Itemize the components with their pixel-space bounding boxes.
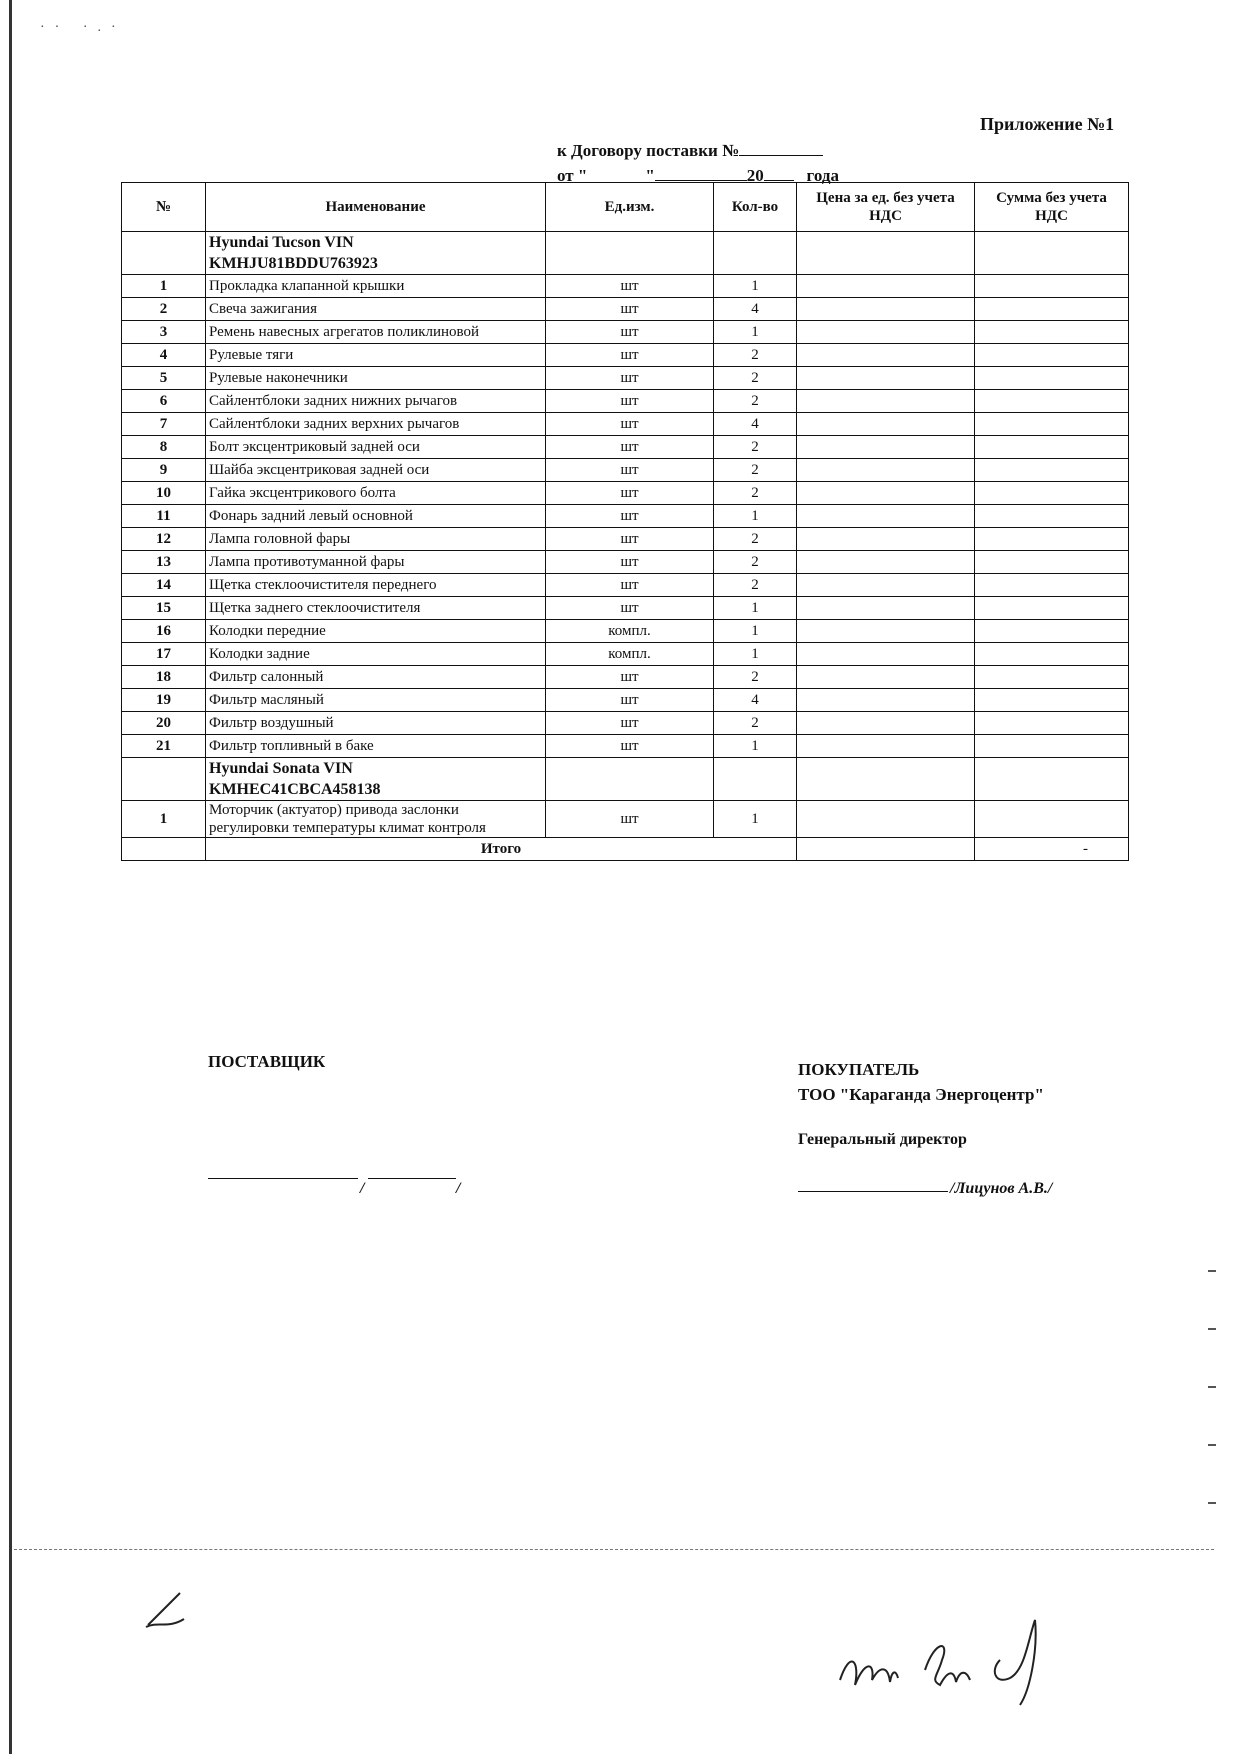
- row-price: [797, 298, 975, 321]
- buyer-position: Генеральный директор: [798, 1131, 967, 1148]
- row-price: [797, 413, 975, 436]
- row-name: Лампа головной фары: [206, 528, 546, 551]
- table-row: [122, 344, 1129, 367]
- row-empty: [714, 758, 797, 801]
- table-row: [122, 643, 1129, 666]
- row-sum: [975, 298, 1129, 321]
- row-number: 3: [122, 321, 206, 344]
- buyer-signatory: /Лицунов А.В./: [950, 1180, 1053, 1197]
- row-qty: 2: [714, 528, 797, 551]
- buyer-title: ПОКУПАТЕЛЬ: [798, 1060, 920, 1079]
- vehicle-row-sonata: [122, 758, 1129, 801]
- table-row: [122, 459, 1129, 482]
- row-sum: [975, 367, 1129, 390]
- row-price: [797, 620, 975, 643]
- row-qty: 1: [714, 643, 797, 666]
- row-unit: компл.: [546, 643, 714, 666]
- row-number: 7: [122, 413, 206, 436]
- row-number: 6: [122, 390, 206, 413]
- row-unit: шт: [546, 344, 714, 367]
- row-sum: [975, 735, 1129, 758]
- table-row: [122, 321, 1129, 344]
- scan-edge-marks: [1208, 1270, 1218, 1560]
- items-table: [121, 182, 1129, 861]
- table-row: [122, 712, 1129, 735]
- row-unit: шт: [546, 367, 714, 390]
- row-unit: шт: [546, 574, 714, 597]
- table-row: [122, 574, 1129, 597]
- supplier-slash-2: /: [456, 1180, 461, 1197]
- row-price: [797, 505, 975, 528]
- row-unit: шт: [546, 482, 714, 505]
- row-name: Щетка стеклоочистителя переднего: [206, 574, 546, 597]
- row-qty: 2: [714, 551, 797, 574]
- supplier-slash-1: /: [360, 1180, 365, 1197]
- row-price: [797, 597, 975, 620]
- table-row: [122, 620, 1129, 643]
- row-unit: шт: [546, 735, 714, 758]
- col-header-qty: Кол-во: [714, 183, 797, 232]
- row-sum: [975, 801, 1129, 838]
- row-unit: шт: [546, 505, 714, 528]
- row-qty: 1: [714, 801, 797, 838]
- table-row: [122, 735, 1129, 758]
- col-header-sum: Сумма без учета НДС: [975, 183, 1129, 232]
- row-number: 13: [122, 551, 206, 574]
- row-name: Фильтр воздушный: [206, 712, 546, 735]
- row-sum: [975, 436, 1129, 459]
- table-row: [122, 801, 1129, 838]
- row-name: Рулевые наконечники: [206, 367, 546, 390]
- row-sum: [975, 275, 1129, 298]
- row-name: Лампа противотуманной фары: [206, 551, 546, 574]
- col-header-name: Наименование: [206, 183, 546, 232]
- contract-date-from: от ": [557, 166, 588, 185]
- supplier-title: ПОСТАВЩИК: [208, 1052, 326, 1071]
- table-row: [122, 505, 1129, 528]
- row-number: 19: [122, 689, 206, 712]
- table-row: [122, 597, 1129, 620]
- row-price: [797, 643, 975, 666]
- row-qty: 4: [714, 413, 797, 436]
- row-sum: [975, 597, 1129, 620]
- scan-specks: ·· ·.·: [40, 20, 126, 35]
- col-header-number: №: [122, 183, 206, 232]
- row-unit: шт: [546, 436, 714, 459]
- row-name: Колодки задние: [206, 643, 546, 666]
- table-row: [122, 689, 1129, 712]
- row-unit: шт: [546, 597, 714, 620]
- initial-mark: [140, 1585, 200, 1635]
- row-unit: шт: [546, 712, 714, 735]
- row-number: 15: [122, 597, 206, 620]
- row-name: Ремень навесных агрегатов поликлиновой: [206, 321, 546, 344]
- appendix-title: Приложение №1: [980, 114, 1115, 134]
- row-unit: шт: [546, 298, 714, 321]
- contract-month-blank: [655, 163, 747, 181]
- total-value: -: [975, 838, 1129, 861]
- row-empty: [546, 758, 714, 801]
- row-sum: [975, 551, 1129, 574]
- table-row: [122, 390, 1129, 413]
- row-sum: [975, 712, 1129, 735]
- contract-reference: [557, 138, 839, 188]
- row-qty: 2: [714, 574, 797, 597]
- row-price: [797, 321, 975, 344]
- col-header-unit: Ед.изм.: [546, 183, 714, 232]
- row-name: Фильтр салонный: [206, 666, 546, 689]
- row-name: Рулевые тяги: [206, 344, 546, 367]
- table-row: [122, 413, 1129, 436]
- row-sum: [975, 666, 1129, 689]
- row-sum: [975, 344, 1129, 367]
- row-number: 9: [122, 459, 206, 482]
- row-name: Прокладка клапанной крышки: [206, 275, 546, 298]
- row-qty: 4: [714, 689, 797, 712]
- row-unit: шт: [546, 801, 714, 838]
- row-number: 20: [122, 712, 206, 735]
- row-number: 2: [122, 298, 206, 321]
- row-price: [797, 735, 975, 758]
- table-row: [122, 551, 1129, 574]
- row-unit: шт: [546, 459, 714, 482]
- row-qty: 1: [714, 597, 797, 620]
- row-sum: [975, 528, 1129, 551]
- table-row: [122, 298, 1129, 321]
- table-row: [122, 367, 1129, 390]
- table-header-row: [122, 183, 1129, 232]
- row-number: 11: [122, 505, 206, 528]
- handwritten-signatures: [830, 1600, 1080, 1710]
- row-sum: [975, 689, 1129, 712]
- contract-date-quote: ": [645, 166, 655, 185]
- row-number: 10: [122, 482, 206, 505]
- row-qty: 2: [714, 459, 797, 482]
- row-unit: шт: [546, 551, 714, 574]
- row-number: 16: [122, 620, 206, 643]
- row-sum: [975, 390, 1129, 413]
- row-sum: [975, 321, 1129, 344]
- row-number: [122, 758, 206, 801]
- row-name: Сайлентблоки задних верхних рычагов: [206, 413, 546, 436]
- row-qty: 2: [714, 666, 797, 689]
- row-sum: [975, 620, 1129, 643]
- row-price: [797, 528, 975, 551]
- row-number: 21: [122, 735, 206, 758]
- row-unit: шт: [546, 666, 714, 689]
- total-label: Итого: [206, 838, 797, 861]
- row-qty: 1: [714, 275, 797, 298]
- row-number: 4: [122, 344, 206, 367]
- row-price: [797, 459, 975, 482]
- supplier-name-line: [368, 1178, 456, 1179]
- row-price: [797, 367, 975, 390]
- buyer-company: ТОО "Караганда Энергоцентр": [798, 1085, 1044, 1104]
- table-row: [122, 528, 1129, 551]
- row-number: 8: [122, 436, 206, 459]
- row-qty: 4: [714, 298, 797, 321]
- col-header-price: Цена за ед. без учета НДС: [797, 183, 975, 232]
- row-qty: 2: [714, 367, 797, 390]
- row-unit: шт: [546, 275, 714, 298]
- row-sum: [975, 574, 1129, 597]
- row-sum: [975, 482, 1129, 505]
- contract-year-suffix: года: [806, 166, 839, 185]
- vehicle-name: Hyundai Tucson VIN KMHJU81BDDU763923: [206, 232, 546, 275]
- table-row: [122, 666, 1129, 689]
- total-row: [122, 838, 1129, 861]
- row-empty: [797, 758, 975, 801]
- total-price: [797, 838, 975, 861]
- row-name: Шайба эксцентриковая задней оси: [206, 459, 546, 482]
- contract-year-prefix: 20: [746, 166, 764, 185]
- row-unit: шт: [546, 321, 714, 344]
- row-empty: [975, 758, 1129, 801]
- contract-number-blank: [739, 138, 823, 156]
- table-row: [122, 275, 1129, 298]
- row-unit: шт: [546, 413, 714, 436]
- row-qty: 2: [714, 344, 797, 367]
- row-number: 1: [122, 801, 206, 838]
- supplier-sign-line: [208, 1178, 358, 1179]
- row-name: Болт эксцентриковый задней оси: [206, 436, 546, 459]
- row-qty: 2: [714, 436, 797, 459]
- row-qty: 2: [714, 390, 797, 413]
- row-unit: шт: [546, 689, 714, 712]
- row-name: Моторчик (актуатор) привода заслонки регулировки температуры климат контроля: [206, 801, 546, 838]
- contract-year-blank: [764, 163, 794, 181]
- row-price: [797, 666, 975, 689]
- row-price: [797, 712, 975, 735]
- contract-line1-label: к Договору поставки №: [557, 141, 740, 160]
- row-name: Фильтр масляный: [206, 689, 546, 712]
- row-qty: 1: [714, 321, 797, 344]
- row-qty: 1: [714, 620, 797, 643]
- row-price: [797, 482, 975, 505]
- row-number: 5: [122, 367, 206, 390]
- row-sum: [975, 413, 1129, 436]
- row-price: [797, 344, 975, 367]
- row-name: Сайлентблоки задних нижних рычагов: [206, 390, 546, 413]
- row-price: [797, 436, 975, 459]
- row-name: Колодки передние: [206, 620, 546, 643]
- row-number: 14: [122, 574, 206, 597]
- row-qty: 1: [714, 735, 797, 758]
- vehicle-name: Hyundai Sonata VIN KMHEC41CBCA458138: [206, 758, 546, 801]
- row-name: Фильтр топливный в баке: [206, 735, 546, 758]
- row-price: [797, 801, 975, 838]
- vehicle-row-tucson: [122, 232, 1129, 275]
- row-qty: 2: [714, 482, 797, 505]
- row-number: 1: [122, 275, 206, 298]
- page-left-edge: [9, 0, 12, 1754]
- row-sum: [975, 505, 1129, 528]
- row-price: [797, 390, 975, 413]
- row-price: [797, 275, 975, 298]
- page-divider: [14, 1549, 1214, 1550]
- row-name: Щетка заднего стеклоочистителя: [206, 597, 546, 620]
- row-price: [797, 689, 975, 712]
- row-number: 17: [122, 643, 206, 666]
- buyer-sign-line: [798, 1191, 948, 1192]
- row-number: 18: [122, 666, 206, 689]
- row-name: Фонарь задний левый основной: [206, 505, 546, 528]
- total-empty: [122, 838, 206, 861]
- row-name: Гайка эксцентрикового болта: [206, 482, 546, 505]
- row-sum: [975, 643, 1129, 666]
- row-name: Свеча зажигания: [206, 298, 546, 321]
- table-row: [122, 482, 1129, 505]
- row-qty: 1: [714, 505, 797, 528]
- row-unit: компл.: [546, 620, 714, 643]
- row-sum: [975, 459, 1129, 482]
- row-number: 12: [122, 528, 206, 551]
- row-unit: шт: [546, 528, 714, 551]
- row-price: [797, 551, 975, 574]
- table-row: [122, 436, 1129, 459]
- row-unit: шт: [546, 390, 714, 413]
- row-price: [797, 574, 975, 597]
- row-qty: 2: [714, 712, 797, 735]
